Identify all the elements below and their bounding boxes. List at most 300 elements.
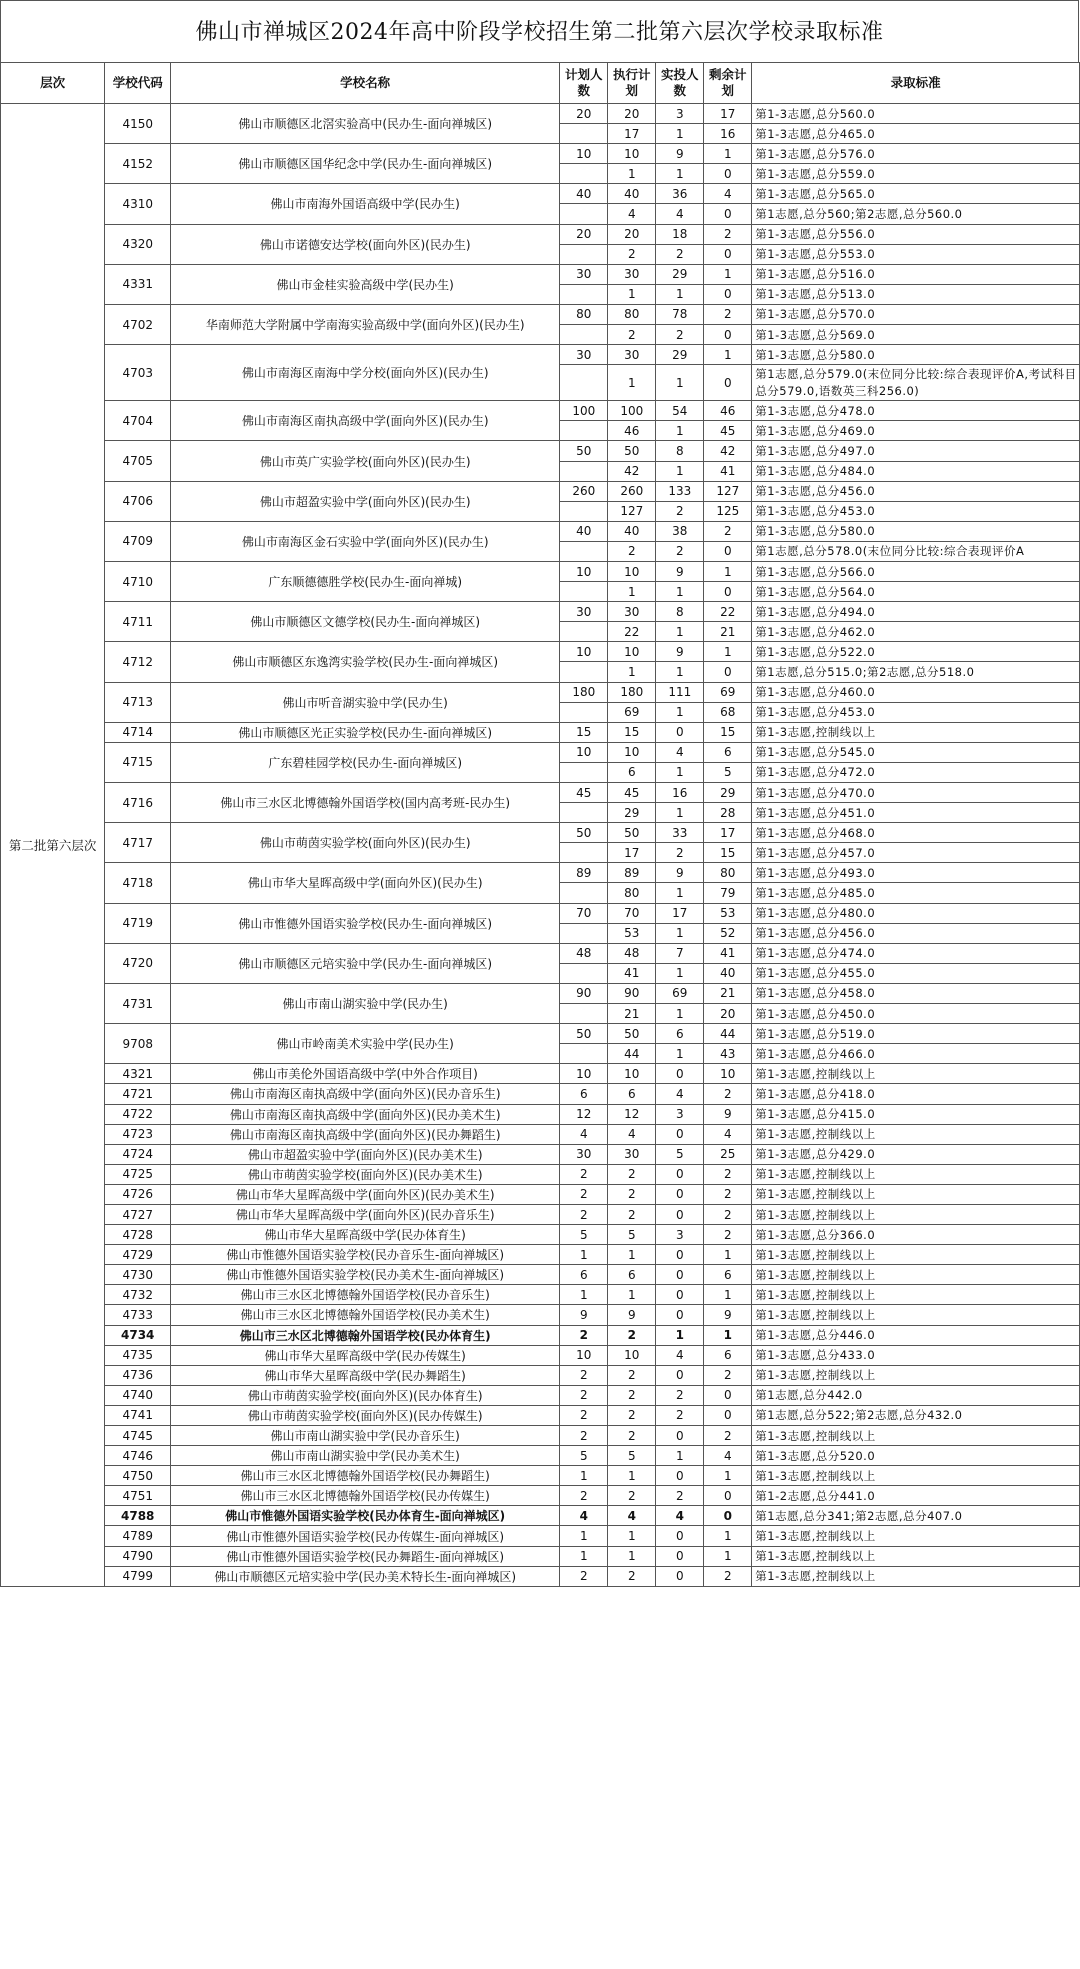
exec-plan: 10	[608, 561, 656, 581]
school-code: 4715	[105, 742, 171, 782]
school-name: 佛山市顺德区元培实验中学(民办生-面向禅城区)	[171, 943, 560, 983]
school-code: 4789	[105, 1526, 171, 1546]
table-row	[1, 1084, 1080, 1104]
plan-count: 20	[560, 224, 608, 244]
admission-criteria: 第1-3志愿,总分462.0	[752, 622, 1080, 642]
school-name: 佛山市华大星晖高级中学(面向外区)(民办生)	[171, 863, 560, 903]
admission-criteria: 第1志愿,总分341;第2志愿,总分407.0	[752, 1506, 1080, 1526]
exec-plan: 50	[608, 1024, 656, 1044]
remaining-plan: 42	[704, 441, 752, 461]
school-name: 佛山市萌茵实验学校(面向外区)(民办传媒生)	[171, 1405, 560, 1425]
admission-criteria: 第1-3志愿,控制线以上	[752, 1245, 1080, 1265]
table-row	[1, 561, 1080, 581]
plan-count: 4	[560, 1124, 608, 1144]
remaining-plan: 16	[704, 124, 752, 144]
school-name: 佛山市南山湖实验中学(民办美术生)	[171, 1446, 560, 1466]
actual-count: 5	[656, 1144, 704, 1164]
remaining-plan: 2	[704, 1184, 752, 1204]
table-row	[1, 1365, 1080, 1385]
admission-criteria: 第1-3志愿,总分450.0	[752, 1004, 1080, 1024]
exec-plan: 1	[608, 582, 656, 602]
actual-count: 1	[656, 803, 704, 823]
actual-count: 9	[656, 144, 704, 164]
actual-count: 2	[656, 1486, 704, 1506]
exec-plan: 260	[608, 481, 656, 501]
school-code: 4729	[105, 1245, 171, 1265]
school-code: 4733	[105, 1305, 171, 1325]
table-row	[1, 1124, 1080, 1144]
remaining-plan: 0	[704, 1506, 752, 1526]
plan-count	[560, 365, 608, 401]
admission-criteria: 第1-3志愿,总分478.0	[752, 401, 1080, 421]
plan-count: 2	[560, 1325, 608, 1345]
admission-criteria: 第1-3志愿,总分458.0	[752, 983, 1080, 1003]
actual-count: 1	[656, 702, 704, 722]
school-code: 4720	[105, 943, 171, 983]
table-row	[1, 1405, 1080, 1425]
remaining-plan: 28	[704, 803, 752, 823]
school-name: 佛山市顺德区元培实验中学(民办美术特长生-面向禅城区)	[171, 1566, 560, 1586]
remaining-plan: 0	[704, 204, 752, 224]
admission-criteria: 第1志愿,总分522;第2志愿,总分432.0	[752, 1405, 1080, 1425]
actual-count: 2	[656, 244, 704, 264]
table-row	[1, 983, 1080, 1003]
admission-criteria: 第1-3志愿,总分553.0	[752, 244, 1080, 264]
plan-count: 2	[560, 1365, 608, 1385]
remaining-plan: 0	[704, 541, 752, 561]
actual-count: 1	[656, 923, 704, 943]
header-actual: 实投人数	[656, 63, 704, 104]
exec-plan: 4	[608, 204, 656, 224]
table-row	[1, 1064, 1080, 1084]
page-title: 佛山市禅城区2024年高中阶段学校招生第二批第六层次学校录取标准	[0, 0, 1079, 63]
actual-count: 4	[656, 1506, 704, 1526]
actual-count: 1	[656, 164, 704, 184]
exec-plan: 29	[608, 803, 656, 823]
admission-criteria: 第1-3志愿,总分516.0	[752, 264, 1080, 284]
actual-count: 17	[656, 903, 704, 923]
exec-plan: 9	[608, 1305, 656, 1325]
level-cell: 第二批第六层次	[1, 104, 105, 1587]
plan-count: 45	[560, 783, 608, 803]
exec-plan: 6	[608, 1265, 656, 1285]
plan-count: 15	[560, 722, 608, 742]
school-name: 佛山市英广实验学校(面向外区)(民办生)	[171, 441, 560, 481]
actual-count: 4	[656, 742, 704, 762]
plan-count	[560, 963, 608, 983]
school-code: 4788	[105, 1506, 171, 1526]
remaining-plan: 0	[704, 582, 752, 602]
exec-plan: 2	[608, 244, 656, 264]
school-name: 华南师范大学附属中学南海实验高级中学(面向外区)(民办生)	[171, 304, 560, 344]
exec-plan: 5	[608, 1446, 656, 1466]
actual-count: 1	[656, 1446, 704, 1466]
admission-criteria: 第1-3志愿,总分460.0	[752, 682, 1080, 702]
exec-plan: 12	[608, 1104, 656, 1124]
school-name: 佛山市岭南美术实验中学(民办生)	[171, 1024, 560, 1064]
table-row	[1, 1184, 1080, 1204]
header-name: 学校名称	[171, 63, 560, 104]
admission-table	[0, 62, 1080, 1587]
actual-count: 0	[656, 1546, 704, 1566]
actual-count: 0	[656, 1285, 704, 1305]
plan-count: 12	[560, 1104, 608, 1124]
plan-count	[560, 622, 608, 642]
school-name: 佛山市华大星晖高级中学(民办传媒生)	[171, 1345, 560, 1365]
actual-count: 1	[656, 1325, 704, 1345]
exec-plan: 2	[608, 1566, 656, 1586]
remaining-plan: 1	[704, 561, 752, 581]
admission-criteria: 第1-3志愿,总分480.0	[752, 903, 1080, 923]
exec-plan: 100	[608, 401, 656, 421]
school-name: 佛山市超盈实验中学(面向外区)(民办生)	[171, 481, 560, 521]
actual-count: 133	[656, 481, 704, 501]
table-row	[1, 224, 1080, 244]
school-code: 4713	[105, 682, 171, 722]
exec-plan: 50	[608, 823, 656, 843]
school-name: 佛山市三水区北博德翰外国语学校(民办传媒生)	[171, 1486, 560, 1506]
remaining-plan: 44	[704, 1024, 752, 1044]
actual-count: 3	[656, 104, 704, 124]
actual-count: 1	[656, 124, 704, 144]
plan-count: 2	[560, 1184, 608, 1204]
actual-count: 1	[656, 582, 704, 602]
school-name: 佛山市金桂实验高级中学(民办生)	[171, 264, 560, 304]
school-code: 4310	[105, 184, 171, 224]
actual-count: 3	[656, 1104, 704, 1124]
plan-count	[560, 204, 608, 224]
remaining-plan: 41	[704, 943, 752, 963]
remaining-plan: 45	[704, 421, 752, 441]
exec-plan: 1	[608, 365, 656, 401]
admission-criteria: 第1-2志愿,总分441.0	[752, 1486, 1080, 1506]
table-row	[1, 1325, 1080, 1345]
admission-criteria: 第1-3志愿,总分453.0	[752, 501, 1080, 521]
remaining-plan: 9	[704, 1104, 752, 1124]
school-name: 佛山市萌茵实验学校(面向外区)(民办生)	[171, 823, 560, 863]
table-row	[1, 823, 1080, 843]
remaining-plan: 1	[704, 1546, 752, 1566]
actual-count: 1	[656, 762, 704, 782]
school-code: 4719	[105, 903, 171, 943]
table-row	[1, 1466, 1080, 1486]
table-row	[1, 304, 1080, 324]
school-code: 4709	[105, 521, 171, 561]
admission-criteria: 第1-3志愿,控制线以上	[752, 1546, 1080, 1566]
table-row	[1, 264, 1080, 284]
actual-count: 0	[656, 1245, 704, 1265]
remaining-plan: 0	[704, 325, 752, 345]
plan-count	[560, 244, 608, 264]
header-row	[1, 63, 1080, 104]
actual-count: 6	[656, 1024, 704, 1044]
header-plan: 计划人数	[560, 63, 608, 104]
remaining-plan: 2	[704, 1084, 752, 1104]
table-row	[1, 1144, 1080, 1164]
remaining-plan: 0	[704, 662, 752, 682]
table-row	[1, 1305, 1080, 1325]
school-name: 佛山市南海区南执高级中学(面向外区)(民办舞蹈生)	[171, 1124, 560, 1144]
exec-plan: 53	[608, 923, 656, 943]
exec-plan: 45	[608, 783, 656, 803]
exec-plan: 10	[608, 1345, 656, 1365]
actual-count: 1	[656, 284, 704, 304]
school-code: 4731	[105, 983, 171, 1023]
school-name: 佛山市南海外国语高级中学(民办生)	[171, 184, 560, 224]
school-code: 4734	[105, 1325, 171, 1345]
actual-count: 38	[656, 521, 704, 541]
school-code: 4732	[105, 1285, 171, 1305]
plan-count: 48	[560, 943, 608, 963]
table-row	[1, 682, 1080, 702]
admission-criteria: 第1-3志愿,总分580.0	[752, 345, 1080, 365]
table-row	[1, 1526, 1080, 1546]
actual-count: 0	[656, 1164, 704, 1184]
school-name: 佛山市惟德外国语实验学校(民办音乐生-面向禅城区)	[171, 1245, 560, 1265]
admission-criteria: 第1志愿,总分579.0(末位同分比较:综合表现评价A,考试科目总分579.0,语数英三科256.0)	[752, 365, 1080, 401]
remaining-plan: 2	[704, 224, 752, 244]
remaining-plan: 29	[704, 783, 752, 803]
table-row	[1, 783, 1080, 803]
actual-count: 3	[656, 1225, 704, 1245]
remaining-plan: 17	[704, 823, 752, 843]
table-row	[1, 903, 1080, 923]
school-code: 4728	[105, 1225, 171, 1245]
exec-plan: 2	[608, 1204, 656, 1224]
admission-criteria: 第1-3志愿,控制线以上	[752, 1184, 1080, 1204]
exec-plan: 70	[608, 903, 656, 923]
admission-criteria: 第1-3志愿,总分570.0	[752, 304, 1080, 324]
exec-plan: 2	[608, 1325, 656, 1345]
admission-criteria: 第1-3志愿,总分497.0	[752, 441, 1080, 461]
remaining-plan: 4	[704, 1124, 752, 1144]
table-row	[1, 481, 1080, 501]
table-row	[1, 1265, 1080, 1285]
plan-count: 90	[560, 983, 608, 1003]
plan-count	[560, 1044, 608, 1064]
exec-plan: 22	[608, 622, 656, 642]
school-code: 4724	[105, 1144, 171, 1164]
remaining-plan: 20	[704, 1004, 752, 1024]
actual-count: 1	[656, 1044, 704, 1064]
remaining-plan: 2	[704, 1204, 752, 1224]
exec-plan: 2	[608, 1426, 656, 1446]
exec-plan: 20	[608, 224, 656, 244]
school-code: 4721	[105, 1084, 171, 1104]
plan-count: 30	[560, 264, 608, 284]
actual-count: 0	[656, 1526, 704, 1546]
school-name: 佛山市惟德外国语实验学校(民办舞蹈生-面向禅城区)	[171, 1546, 560, 1566]
school-name: 佛山市诺德安达学校(面向外区)(民办生)	[171, 224, 560, 264]
plan-count: 100	[560, 401, 608, 421]
school-name: 佛山市惟德外国语实验学校(民办传媒生-面向禅城区)	[171, 1526, 560, 1546]
exec-plan: 1	[608, 1546, 656, 1566]
plan-count: 89	[560, 863, 608, 883]
school-code: 4702	[105, 304, 171, 344]
admission-criteria: 第1-3志愿,控制线以上	[752, 722, 1080, 742]
school-code: 4745	[105, 1426, 171, 1446]
exec-plan: 69	[608, 702, 656, 722]
actual-count: 1	[656, 963, 704, 983]
plan-count: 40	[560, 184, 608, 204]
admission-criteria: 第1-3志愿,总分484.0	[752, 461, 1080, 481]
actual-count: 36	[656, 184, 704, 204]
header-code: 学校代码	[105, 63, 171, 104]
table-row	[1, 742, 1080, 762]
school-name: 佛山市惟德外国语实验学校(民办生-面向禅城区)	[171, 903, 560, 943]
actual-count: 0	[656, 1305, 704, 1325]
admission-criteria: 第1-3志愿,控制线以上	[752, 1365, 1080, 1385]
admission-criteria: 第1-3志愿,控制线以上	[752, 1466, 1080, 1486]
admission-criteria: 第1-3志愿,控制线以上	[752, 1285, 1080, 1305]
school-name: 佛山市南山湖实验中学(民办音乐生)	[171, 1426, 560, 1446]
actual-count: 0	[656, 1466, 704, 1486]
remaining-plan: 0	[704, 164, 752, 184]
school-code: 4711	[105, 602, 171, 642]
plan-count: 40	[560, 521, 608, 541]
plan-count: 4	[560, 1506, 608, 1526]
remaining-plan: 2	[704, 1225, 752, 1245]
exec-plan: 15	[608, 722, 656, 742]
school-code: 4331	[105, 264, 171, 304]
exec-plan: 44	[608, 1044, 656, 1064]
school-code: 4799	[105, 1566, 171, 1586]
admission-criteria: 第1-3志愿,总分469.0	[752, 421, 1080, 441]
school-code: 4751	[105, 1486, 171, 1506]
admission-criteria: 第1-3志愿,总分522.0	[752, 642, 1080, 662]
remaining-plan: 2	[704, 1164, 752, 1184]
admission-criteria: 第1-3志愿,总分556.0	[752, 224, 1080, 244]
exec-plan: 46	[608, 421, 656, 441]
remaining-plan: 0	[704, 1385, 752, 1405]
table-row	[1, 602, 1080, 622]
table-row	[1, 441, 1080, 461]
actual-count: 1	[656, 365, 704, 401]
plan-count	[560, 325, 608, 345]
table-row	[1, 401, 1080, 421]
admission-criteria: 第1-3志愿,控制线以上	[752, 1526, 1080, 1546]
plan-count: 2	[560, 1426, 608, 1446]
remaining-plan: 5	[704, 762, 752, 782]
exec-plan: 10	[608, 1064, 656, 1084]
school-code: 4750	[105, 1466, 171, 1486]
plan-count: 6	[560, 1265, 608, 1285]
table-row	[1, 1446, 1080, 1466]
plan-count: 80	[560, 304, 608, 324]
actual-count: 1	[656, 622, 704, 642]
admission-criteria: 第1-3志愿,控制线以上	[752, 1204, 1080, 1224]
plan-count: 2	[560, 1164, 608, 1184]
school-name: 佛山市华大星晖高级中学(面向外区)(民办美术生)	[171, 1184, 560, 1204]
school-code: 4722	[105, 1104, 171, 1124]
admission-criteria: 第1-3志愿,总分466.0	[752, 1044, 1080, 1064]
exec-plan: 40	[608, 184, 656, 204]
plan-count	[560, 124, 608, 144]
remaining-plan: 2	[704, 521, 752, 541]
header-exec: 执行计划	[608, 63, 656, 104]
exec-plan: 17	[608, 124, 656, 144]
remaining-plan: 25	[704, 1144, 752, 1164]
exec-plan: 1	[608, 1285, 656, 1305]
remaining-plan: 6	[704, 1265, 752, 1285]
remaining-plan: 2	[704, 1426, 752, 1446]
school-name: 佛山市南海区南执高级中学(面向外区)(民办生)	[171, 401, 560, 441]
remaining-plan: 1	[704, 642, 752, 662]
plan-count: 10	[560, 742, 608, 762]
plan-count: 5	[560, 1225, 608, 1245]
actual-count: 2	[656, 843, 704, 863]
remaining-plan: 0	[704, 365, 752, 401]
school-name: 佛山市三水区北博德翰外国语学校(民办体育生)	[171, 1325, 560, 1345]
exec-plan: 89	[608, 863, 656, 883]
plan-count: 2	[560, 1204, 608, 1224]
admission-criteria: 第1-3志愿,总分366.0	[752, 1225, 1080, 1245]
admission-criteria: 第1志愿,总分578.0(末位同分比较:综合表现评价A	[752, 541, 1080, 561]
plan-count: 30	[560, 345, 608, 365]
remaining-plan: 6	[704, 1345, 752, 1365]
table-row	[1, 1024, 1080, 1044]
actual-count: 4	[656, 204, 704, 224]
plan-count	[560, 582, 608, 602]
school-name: 佛山市南山湖实验中学(民办生)	[171, 983, 560, 1023]
admission-criteria: 第1-3志愿,总分485.0	[752, 883, 1080, 903]
actual-count: 2	[656, 1405, 704, 1425]
remaining-plan: 69	[704, 682, 752, 702]
exec-plan: 2	[608, 1385, 656, 1405]
exec-plan: 21	[608, 1004, 656, 1024]
admission-criteria: 第1-3志愿,总分559.0	[752, 164, 1080, 184]
school-code: 4790	[105, 1546, 171, 1566]
plan-count: 9	[560, 1305, 608, 1325]
plan-count	[560, 541, 608, 561]
table-row	[1, 1506, 1080, 1526]
admission-criteria: 第1志愿,总分442.0	[752, 1385, 1080, 1405]
plan-count	[560, 461, 608, 481]
actual-count: 0	[656, 1426, 704, 1446]
remaining-plan: 10	[704, 1064, 752, 1084]
table-row	[1, 1225, 1080, 1245]
plan-count: 10	[560, 1064, 608, 1084]
actual-count: 33	[656, 823, 704, 843]
school-name: 佛山市听音湖实验中学(民办生)	[171, 682, 560, 722]
remaining-plan: 52	[704, 923, 752, 943]
admission-criteria: 第1-3志愿,控制线以上	[752, 1265, 1080, 1285]
actual-count: 2	[656, 325, 704, 345]
actual-count: 9	[656, 561, 704, 581]
admission-criteria: 第1志愿,总分560;第2志愿,总分560.0	[752, 204, 1080, 224]
school-code: 4746	[105, 1446, 171, 1466]
plan-count: 10	[560, 1345, 608, 1365]
actual-count: 0	[656, 1566, 704, 1586]
school-code: 4718	[105, 863, 171, 903]
plan-count: 260	[560, 481, 608, 501]
remaining-plan: 4	[704, 184, 752, 204]
school-name: 佛山市华大星晖高级中学(民办舞蹈生)	[171, 1365, 560, 1385]
remaining-plan: 80	[704, 863, 752, 883]
table-row	[1, 1486, 1080, 1506]
exec-plan: 1	[608, 284, 656, 304]
table-row	[1, 863, 1080, 883]
school-code: 4714	[105, 722, 171, 742]
remaining-plan: 1	[704, 1466, 752, 1486]
school-code: 4741	[105, 1405, 171, 1425]
actual-count: 1	[656, 461, 704, 481]
admission-criteria: 第1-3志愿,总分433.0	[752, 1345, 1080, 1365]
admission-criteria: 第1-3志愿,总分470.0	[752, 783, 1080, 803]
table-row	[1, 1426, 1080, 1446]
admission-criteria: 第1-3志愿,总分580.0	[752, 521, 1080, 541]
actual-count: 111	[656, 682, 704, 702]
